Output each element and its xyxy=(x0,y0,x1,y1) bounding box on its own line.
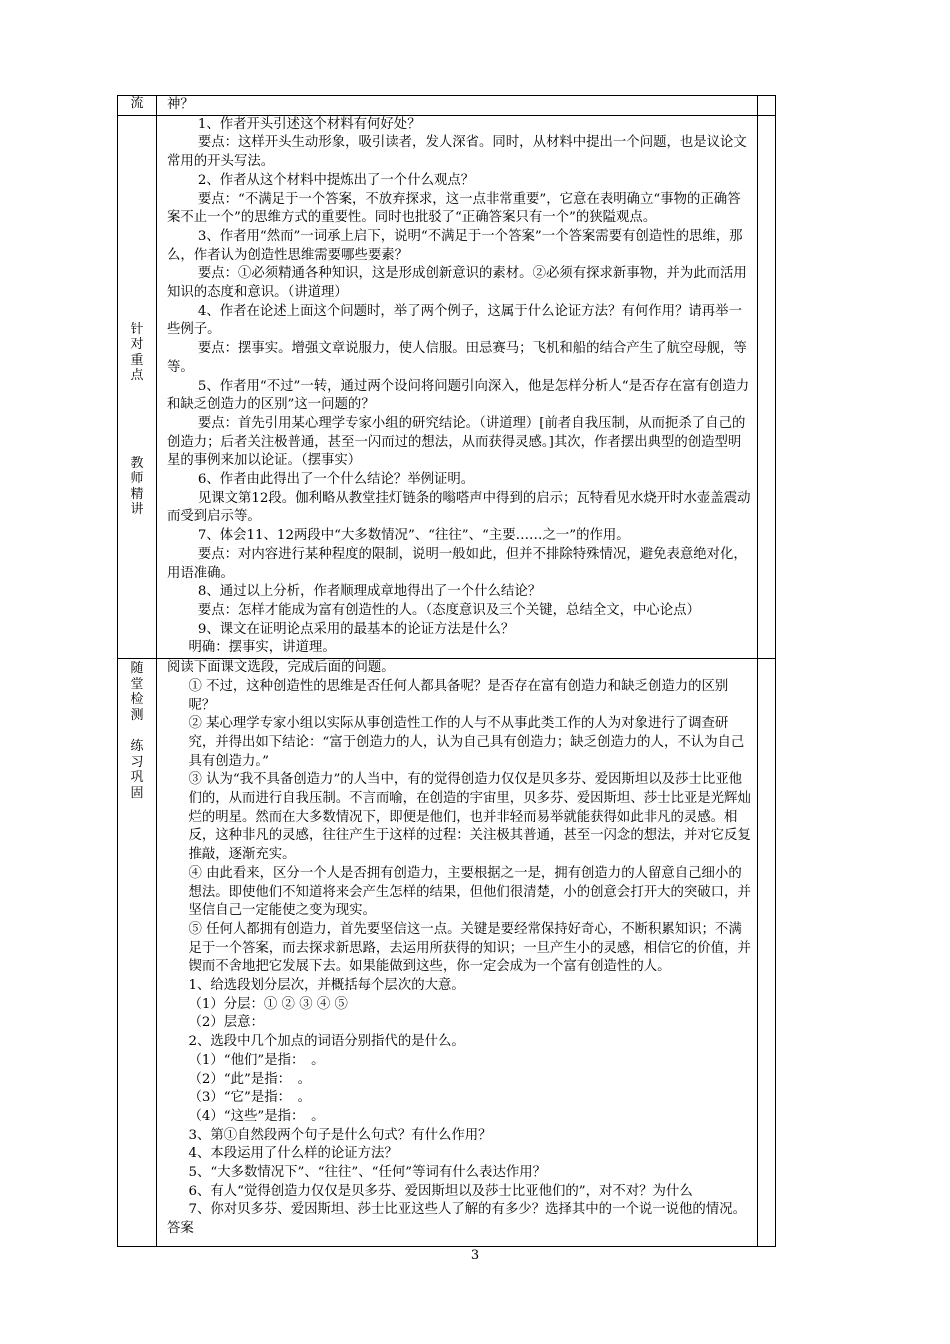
content-cell xyxy=(157,659,758,1247)
paragraph: 4、本段运用了什么样的论证方法？ xyxy=(188,1146,398,1162)
paragraph: 5、“大多数情况下”、“往往”、“任何”等词有什么表达作用？ xyxy=(188,1165,547,1181)
row-label-top: 针对重点 xyxy=(130,321,144,384)
notes-cell xyxy=(758,96,776,116)
paragraph: 7、体会11、12两段中“大多数情况”、“往往”、“主要……之一”的作用。 xyxy=(197,528,630,544)
table-row xyxy=(118,659,776,1247)
row-label: 流 xyxy=(130,96,144,111)
paragraph: 7、你对贝多芬、爱因斯坦、莎士比亚这些人了解的有多少？选择其中的一个说一说他的情况。 xyxy=(188,1202,746,1218)
paragraph: ① 不过，这种创造性的思维是否任何人都具备呢？是否存在富有创造力和缺乏创造力的区别呢？ xyxy=(188,678,729,713)
paragraph: 要点：“不满足于一个答案，不放弃探求，这一点非常重要”，它意在表明确立“事物的正确答案不止一个”的思维方式的重要性。同时也批驳了“正确答案只有一个”的狭隘观点。 xyxy=(167,191,741,226)
lesson-plan-table xyxy=(117,95,776,1247)
answer-label: 答案 xyxy=(167,1221,194,1237)
paragraph: 1、给选段划分层次，并概括每个层次的大意。 xyxy=(188,978,465,994)
paragraph: 要点：这样开头生动形象，吸引读者，发人深省。同时，从材料中提出一个问题，也是议论文常用的开头写法。 xyxy=(167,135,747,170)
paragraph: 要点：对内容进行某种程度的限制，说明一般如此，但并不排除特殊情况，避免表意绝对化，用语准确。 xyxy=(167,546,747,581)
paragraph: ⑤ 任何人都拥有创造力，首先要坚信这一点。关键是要经常保持好奇心，不断积累知识；不满足于一个答案，而去探求新思路，去运用所获得的知识；一旦产生小的灵感，相信它的价值，并锲而不舍地把它发展下去。如果能做到这些，你一定会成为一个富有创造性的人。 xyxy=(188,921,751,975)
paragraph: ② 某心理学专家小组以实际从事创造性工作的人与不从事此类工作的人为对象进行了调查研究，并得出如下结论：“富于创造力的人，认为自己具有创造力；缺乏创造力的人，不认为自己具有创造力。” xyxy=(188,716,745,769)
paragraph: （4）“这些”是指： 。 xyxy=(188,1108,325,1124)
paragraph: （3）“它”是指： 。 xyxy=(188,1090,312,1106)
row-label-cell xyxy=(118,115,157,658)
teacher-explanation xyxy=(157,116,757,658)
paragraph: 6、有人“觉得创造力仅仅是贝多芬、爱因斯坦以及莎士比亚他们的”，对不对？为什么 xyxy=(188,1183,693,1199)
paragraph: 要点：摆事实。增强文章说服力，使人信服。田忌赛马；飞机和船的结合产生了航空母舰，等等。 xyxy=(167,341,747,375)
question-list xyxy=(167,977,753,1220)
table-row xyxy=(118,96,776,116)
content-cell xyxy=(157,96,758,116)
paragraph: 8、通过以上分析，作者顺理成章地得出了一个什么结论？ xyxy=(197,584,542,600)
paragraph: 要点：首先引用某心理学专家小组的研究结论。（讲道理）[前者自我压制，从而扼杀了自己的创造力；后者关注极普通，甚至一闪而过的想法，从而获得灵感。]其次，作者摆出典型的创造型明星的事例来加以论证。（摆事实） xyxy=(167,415,746,469)
page-number: 3 xyxy=(470,1248,480,1263)
row-label-top: 随堂检测 xyxy=(130,661,144,723)
row-label-bottom: 教师精讲 xyxy=(130,455,144,518)
row-label-cell xyxy=(118,659,157,1247)
content-text: 神？ xyxy=(167,97,194,112)
paragraph: （2）层意： xyxy=(188,1015,264,1031)
paragraph: 明确：摆事实，讲道理。 xyxy=(188,640,336,656)
paragraph: 见课文第12段。伽利略从教堂挂灯链条的嗡嗒声中得到的启示；瓦特看见水烧开时水壶盖震动而受到启示等。 xyxy=(167,490,751,525)
paragraph: （1）“他们”是指： 。 xyxy=(188,1052,325,1068)
paragraph: 6、作者由此得出了一个什么结论？举例证明。 xyxy=(197,472,475,488)
paragraph: 3、作者用“然而”一词承上启下，说明“不满足于一个答案”一个答案需要有创造性的思维，那么，作者认为创造性思维需要哪些要素？ xyxy=(167,228,743,263)
paragraph: （2）“此”是指： 。 xyxy=(188,1071,312,1087)
row-label-cell xyxy=(118,96,157,116)
paragraph: 1、作者开头引述这个材料有何好处？ xyxy=(197,116,421,132)
notes-cell xyxy=(758,115,776,658)
row-label-bottom: 练习巩固 xyxy=(130,739,144,801)
paragraph: 9、课文在证明论点采用的最基本的论证方法是什么？ xyxy=(197,621,515,637)
paragraph: 2、选段中几个加点的词语分别指代的是什么。 xyxy=(188,1034,465,1050)
paragraph: （1）分层：① ② ③ ④ ⑤ xyxy=(188,996,348,1012)
table-row xyxy=(118,115,776,658)
reading-passage xyxy=(167,678,753,977)
notes-cell xyxy=(758,659,776,1247)
paragraph: 4、作者在论述上面这个问题时，举了两个例子，这属于什么论证方法？有何作用？请再举一些例子。 xyxy=(167,303,742,338)
content-cell xyxy=(157,115,758,658)
paragraph: ③ 认为“我不具备创造力”的人当中，有的觉得创造力仅仅是贝多芬、爱因斯坦以及莎士比亚他们的，从而进行自我压制。不言而喻，在创造的宇宙里，贝多芬、爱因斯坦、莎士比亚是光辉灿烂的明星。然而在大多数情况下，即便是他们，也并非轻而易举就能获得如此非凡的灵感。相反，这种非凡的灵感，往往产生于这样的过程：关注极其普通，甚至一闪念的想法，并对它反复推敲，逐渐充实。 xyxy=(188,772,751,863)
exercise-intro: 阅读下面课文选段，完成后面的问题。 xyxy=(167,660,395,676)
paragraph: 要点：怎样才能成为富有创造性的人。（态度意识及三个关键，总结全文，中心论点） xyxy=(197,602,700,618)
paragraph: 3、第①自然段两个句子是什么句式？有什么作用？ xyxy=(188,1127,492,1143)
exercise-section xyxy=(157,659,757,1239)
paragraph: 要点：①必须精通各种知识，这是形成创新意识的素材。②必须有探求新事物，并为此而活用知识的态度和意识。（讲道理） xyxy=(167,266,747,301)
paragraph: ④ 由此看来，区分一个人是否拥有创造力，主要根据之一是，拥有创造力的人留意自己细小的想法。即使他们不知道将来会产生怎样的结果，但他们很清楚，小的创意会打开大的突破口，并坚信自己一定能使之变为现实。 xyxy=(188,865,751,919)
paragraph: 5、作者用“不过”一转，通过两个设问将问题引向深入，他是怎样分析人“是否存在富有创造力和缺乏创造力的区别”这一问题的？ xyxy=(167,378,750,413)
paragraph: 2、作者从这个材料中提炼出了一个什么观点？ xyxy=(197,172,475,188)
